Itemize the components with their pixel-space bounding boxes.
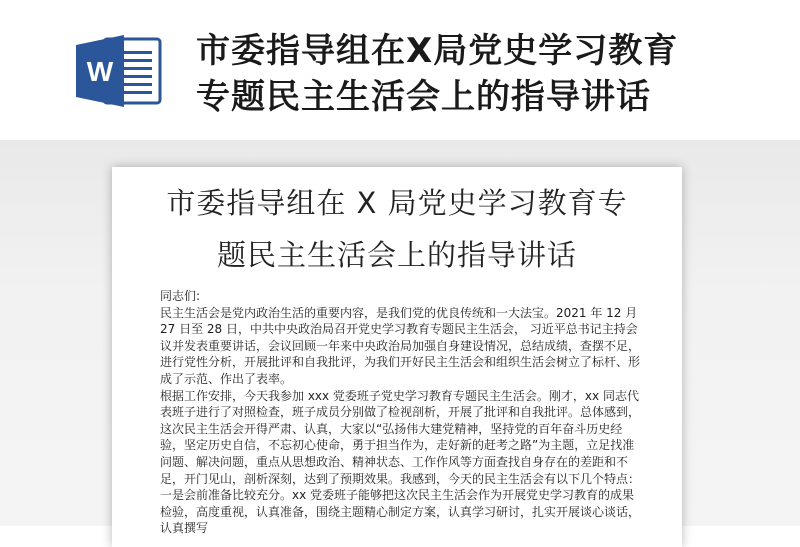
header-title-line-2: 专题民主生活会上的指导讲话: [196, 77, 651, 117]
header-title-line-1: 市委指导组在X局党史学习教育: [196, 31, 679, 71]
word-icon-letter: W: [86, 56, 114, 87]
header-title: [196, 28, 786, 120]
paragraph: 根据工作安排，今天我参加 xxx 党委班子党史学习教育专题民主生活会。刚才，xx 同志代表班子进行了对照检查，班子成员分别做了检视剖析，开展了批评和自我批评。总体感到，这次民主生活会开得严肃、认真，大家以“弘扬伟大建党精神，坚持党的百年奋斗历史经验，坚定历史自信，不忘初心使命，勇于担当作为，走好新的赶考之路”为主题，立足找准问题、解决问题，重点从思想政治、精神状态、工作作风等方面查找自身存在的差距和不足，开门见山，剖析深刻，达到了预期效果。我感到，今天的民主生活会有以下几个特点：一是会前准备比较充分。xx 党委班子能够把这次民主生活会作为开展党史学习教育的成果检验，高度重视，认真准备，围绕主题精心制定方案，认真学习研讨，扎实开展谈心谈话，认真撰写: [160, 388, 641, 536]
paragraph: 民主生活会是党内政治生活的重要内容，是我们党的优良传统和一大法宝。2021 年 12 月 27 日至 28 日，中共中央政治局召开党史学习教育专题民主生活会， 习近平总书记主持会议并发表重要讲话，会议回顾一年来中央政治局加强自身建设情况，总结成绩，查摆不足，进行党性分析，开展批评和自我批评，为我们开好民主生活会和组织生活会树立了标杆、形成了示范、作出了表率。: [160, 305, 641, 386]
document-body: [160, 288, 640, 537]
salutation: 同志们:: [160, 289, 201, 303]
document-title-line-1: 市委指导组在 X 局党史学习教育专: [166, 186, 628, 220]
word-document-icon: [74, 33, 164, 109]
document-page: [112, 167, 682, 547]
document-title: [112, 177, 682, 281]
document-title-line-2: 题民主生活会上的指导讲话: [216, 238, 577, 272]
header-banner: [0, 0, 800, 140]
